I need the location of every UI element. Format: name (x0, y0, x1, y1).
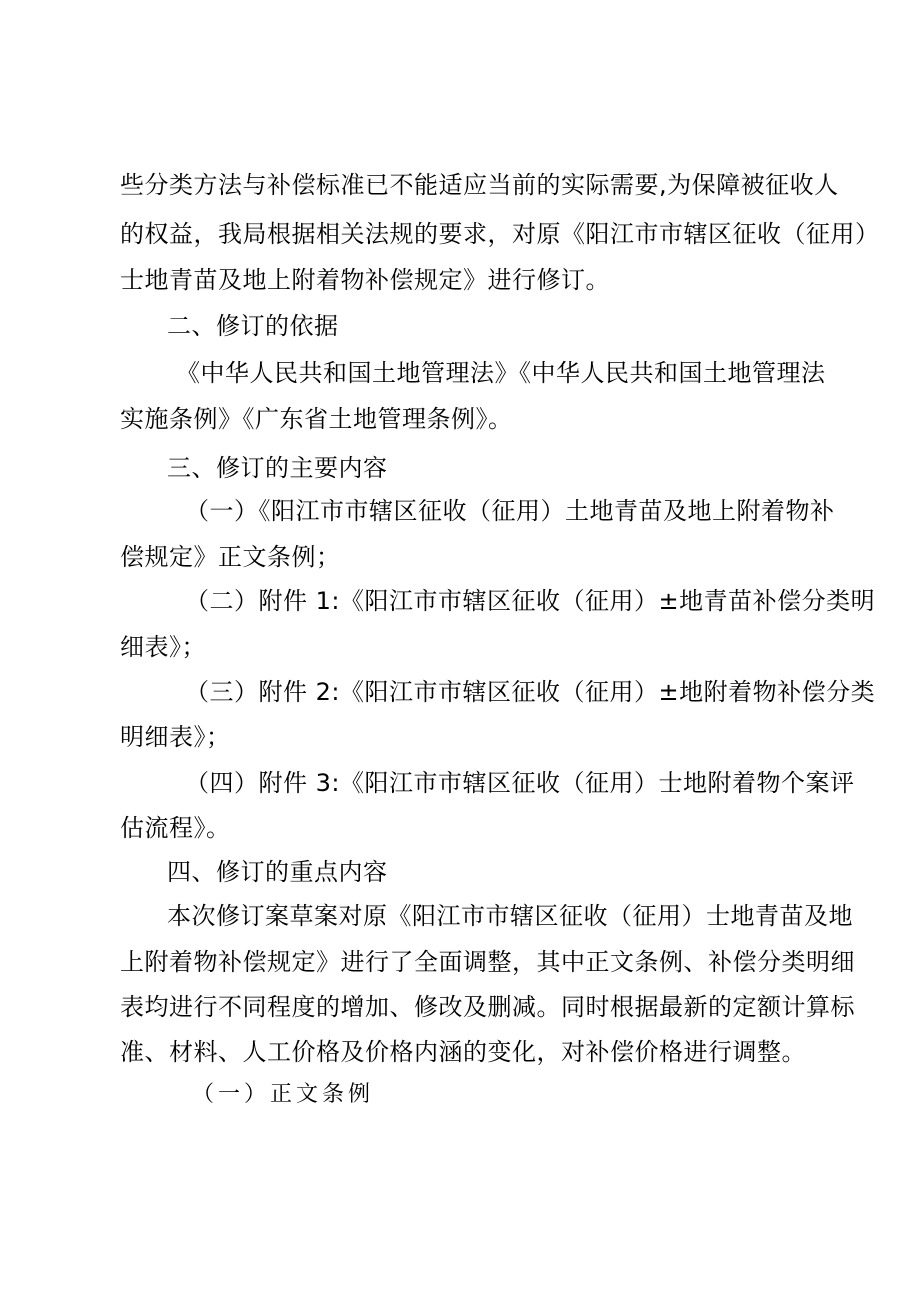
paragraph-line: 士地青苗及地上附着物补偿规定》进行修订。 (120, 266, 610, 294)
subsection-heading-main-articles: （一）正文条例 (192, 1082, 375, 1107)
list-item-3-cont: 明细表》； (120, 723, 231, 751)
list-item-1: （一）《阳江市市辖区征收（征用）土地青苗及地上附着物补 (185, 497, 835, 525)
list-item-2-cont: 细表》； (120, 633, 206, 661)
section-heading-key-content: 四、修订的重点内容 (167, 858, 388, 886)
list-item-3: （三）附件 2:《阳江市市辖区征收（征用）±地附着物补偿分类 (185, 678, 876, 706)
paragraph-line: 表均进行不同程度的增加、修改及删减。同时根据最新的定额计算标 (120, 993, 855, 1021)
list-item-1-cont: 偿规定》正文条例； (120, 543, 341, 571)
paragraph-line: 准、材料、人工价格及价格内涵的变化，对补偿价格进行调整。 (120, 1038, 806, 1066)
section-heading-basis: 二、修订的依据 (167, 312, 339, 340)
paragraph-line: 《中华人民共和国土地管理法》《中华人民共和国土地管理法 (176, 359, 826, 387)
paragraph-line: 的权益，我局根据相关法规的要求，对原《阳江市市辖区征收（征用） (120, 220, 880, 248)
section-heading-main-content: 三、修订的主要内容 (167, 454, 388, 482)
paragraph-line: 本次修订案草案对原《阳江市市辖区征收（征用）士地青苗及地 (167, 902, 853, 930)
list-item-4-cont: 估流程》。 (120, 814, 231, 842)
paragraph-line: 些分类方法与补偿标准已不能适应当前的实际需要,为保障被征收人 (120, 171, 839, 199)
list-item-4: （四）附件 3:《阳江市市辖区征收（征用）士地附着物个案评 (185, 769, 855, 797)
paragraph-line: 上附着物补偿规定》进行了全面调整，其中正文条例、补偿分类明细 (120, 948, 855, 976)
paragraph-line: 实施条例》《广东省土地管理条例》。 (120, 405, 513, 433)
list-item-2: （二）附件 1:《阳江市市辖区征收（征用）±地青苗补偿分类明 (185, 587, 876, 615)
